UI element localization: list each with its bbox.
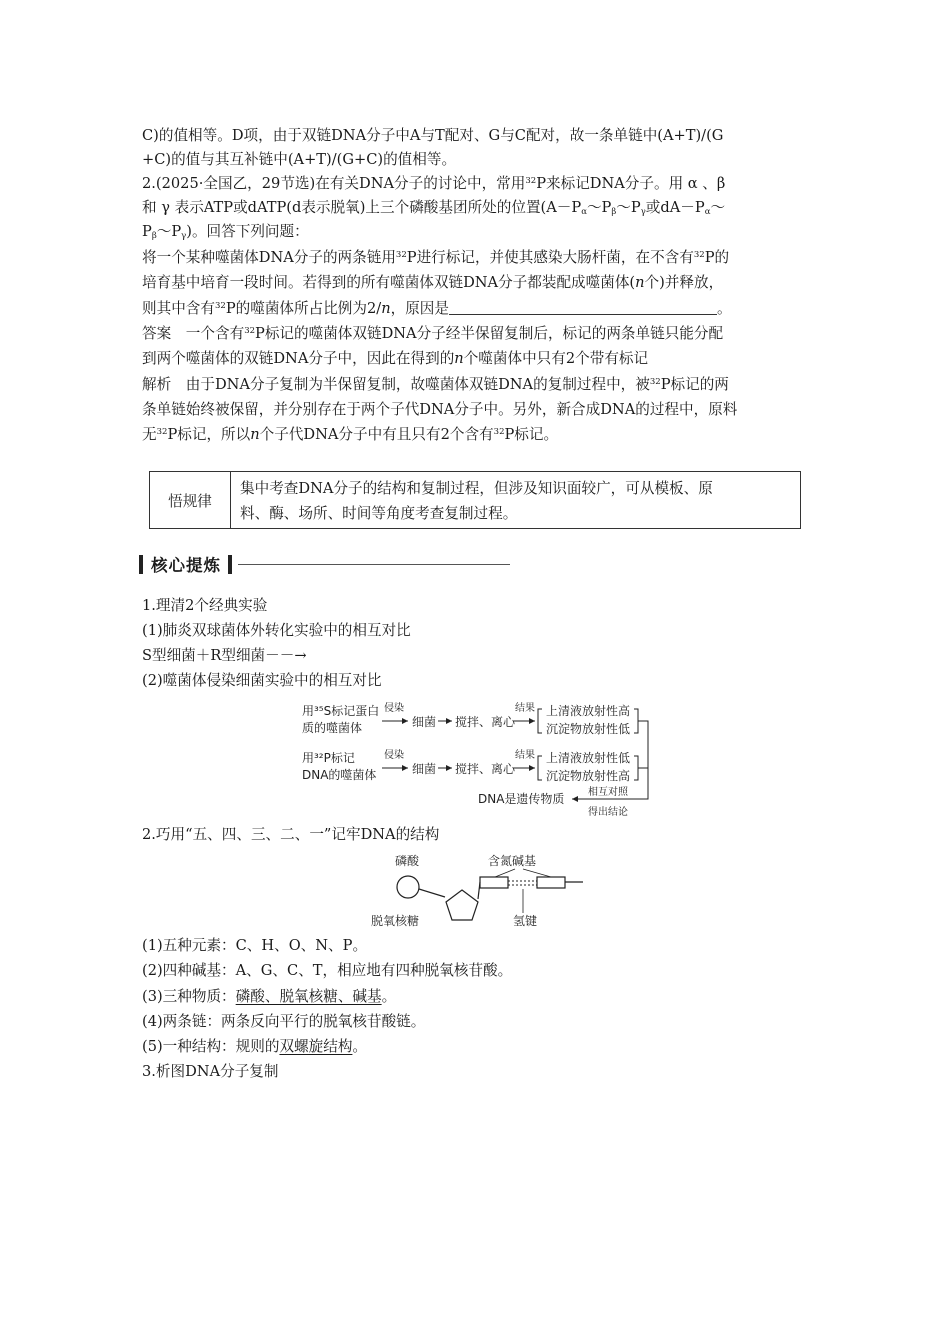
flow-r1-label-1: 用³⁵S标记蛋白 — [302, 704, 380, 718]
nucleotide-structure-diagram — [365, 849, 595, 931]
flow-r1-upper: 上清液放射性高 — [546, 704, 631, 718]
question-2-line-4: 将一个某种噬菌体DNA分子的两条链用$^{32}$P进行标记，并使其感染大肠杆菌，在不含有$^{32}$P的 — [142, 249, 730, 266]
deoxyribose-pentagon — [446, 890, 478, 920]
flow-r2-stir: 搅拌、离心 — [455, 762, 516, 776]
flow-r2-infect: 侵染 — [384, 750, 404, 761]
question-2-line-1: 2.(2025·全国乙，29节选)在有关DNA分子的讨论中，常用$^{32}$P来标记DNA分子。用 α 、β — [142, 175, 726, 192]
prev-answer-line-2: +C)的值与其互补链中(A+T)/(G+C)的值相等。 — [142, 151, 457, 168]
flow-r2-lower: 沉淀物放射性高 — [546, 769, 631, 783]
answer-label: 答案 — [142, 325, 172, 342]
section-bar-right — [228, 555, 232, 574]
section-header — [139, 551, 510, 577]
label-sugar: 脱氧核糖 — [371, 914, 420, 928]
point-1-heading: 1.理清2个经典实验 — [142, 597, 268, 614]
base-box-right — [537, 877, 565, 888]
answer-line-2: 到两个噬菌体的双链DNA分子中，因此在得到的n个噬菌体中只有2个带有标记 — [142, 350, 649, 367]
section-rule — [238, 564, 510, 565]
point-2-2: (2)四种碱基：A、G、C、T，相应地有四种脱氧核苷酸。 — [142, 962, 513, 979]
flow-r1-bacteria: 细菌 — [412, 715, 437, 729]
base-box-left — [480, 877, 508, 888]
point-2-4: (4)两条链：两条反向平行的脱氧核苷酸链。 — [142, 1013, 426, 1030]
analysis-line-3: 无$^{32}$P标记，所以n个子代DNA分子中有且只有2个含有$^{32}$P标记。 — [142, 426, 559, 443]
flow-conclusion: DNA是遗传物质 — [478, 792, 565, 806]
label-phosphate: 磷酸 — [395, 854, 420, 868]
question-2-line-6: 则其中含有$^{32}$P的噬菌体所占比例为2/n，原因是 。 — [142, 300, 732, 317]
point-1-2: (2)噬菌体侵染细菌实验中的相互对比 — [142, 672, 382, 689]
label-hbond: 氢键 — [513, 914, 538, 928]
point-1-1: (1)肺炎双球菌体外转化实验中的相互对比 — [142, 622, 411, 639]
question-2-line-5: 培育基中培育一段时间。若得到的所有噬菌体双链DNA分子都装配成噬菌体(n个)并释放， — [142, 274, 724, 291]
section-title: 核心提炼 — [151, 556, 221, 575]
flow-compare-1: 相互对照 — [588, 787, 628, 798]
flow-r2-bacteria: 细菌 — [412, 762, 437, 776]
analysis-label: 解析 — [142, 376, 172, 393]
analysis-line-1: 解析 由于DNA分子复制为半保留复制，故噬菌体双链DNA的复制过程中，被$^{32}$P标记的两 — [142, 376, 729, 393]
flow-r2-label-2: DNA的噬菌体 — [302, 768, 377, 782]
rule-box-text: 集中考查DNA分子的结构和复制过程，但涉及知识面较广，可从模板、原 料、酶、场所、时间等角度考查复制过程。 — [240, 480, 713, 522]
arrow-icon: －－→ — [265, 647, 307, 664]
point-2-1: (1)五种元素：C、H、O、N、P。 — [142, 937, 368, 954]
flow-r1-lower: 沉淀物放射性低 — [546, 722, 631, 736]
flow-r2-upper: 上清液放射性低 — [546, 751, 631, 765]
point-2-3: (3)三种物质：磷酸、脱氧核糖、碱基。 — [142, 988, 397, 1005]
phage-infection-flow-diagram — [296, 699, 658, 821]
answer-blank[interactable] — [449, 299, 717, 315]
point-2-heading: 2.巧用“五、四、三、二、一”记牢DNA的结构 — [142, 826, 440, 843]
label-base: 含氮碱基 — [488, 854, 537, 868]
flow-r2-label-1: 用³²P标记 — [302, 751, 355, 765]
flow-r1-infect: 侵染 — [384, 703, 404, 714]
point-1-1-formula: S型细菌＋R型细菌－－→ — [142, 647, 307, 664]
phosphate-circle — [397, 876, 419, 898]
flow-r2-result: 结果 — [515, 750, 535, 761]
rule-box-label: 悟规律 — [150, 472, 231, 528]
question-2-line-2: 和 γ 表示ATP或dATP(d表示脱氧)上三个磷酸基团所处的位置($A-P_\alpha\sim P_\beta\sim P_\gamma$或$dA-P_\alpha\sim$ — [142, 199, 726, 217]
flow-r1-stir: 搅拌、离心 — [455, 715, 516, 729]
flow-r1-result: 结果 — [515, 703, 535, 714]
point-3-heading: 3.析图DNA分子复制 — [142, 1063, 279, 1080]
question-2-line-3: $P_\beta\sim P_\gamma$)。回答下列问题： — [142, 223, 309, 241]
flow-r1-label-2: 质的噬菌体 — [302, 721, 363, 735]
rule-box — [149, 471, 801, 529]
section-bar-left — [139, 555, 143, 574]
analysis-line-2: 条单链始终被保留，并分别存在于两个子代DNA分子中。另外，新合成DNA的过程中，原料 — [142, 401, 738, 418]
answer-line-1: 答案 一个含有$^{32}$P标记的噬菌体双链DNA分子经半保留复制后，标记的两条单链只能分配 — [142, 325, 724, 342]
point-2-5: (5)一种结构：规则的双螺旋结构。 — [142, 1038, 368, 1055]
prev-answer-line-1: C)的值相等。D项，由于双链DNA分子中A与T配对、G与C配对，故一条单链中(A+T)/(G — [142, 127, 724, 144]
flow-compare-2: 得出结论 — [588, 807, 628, 818]
